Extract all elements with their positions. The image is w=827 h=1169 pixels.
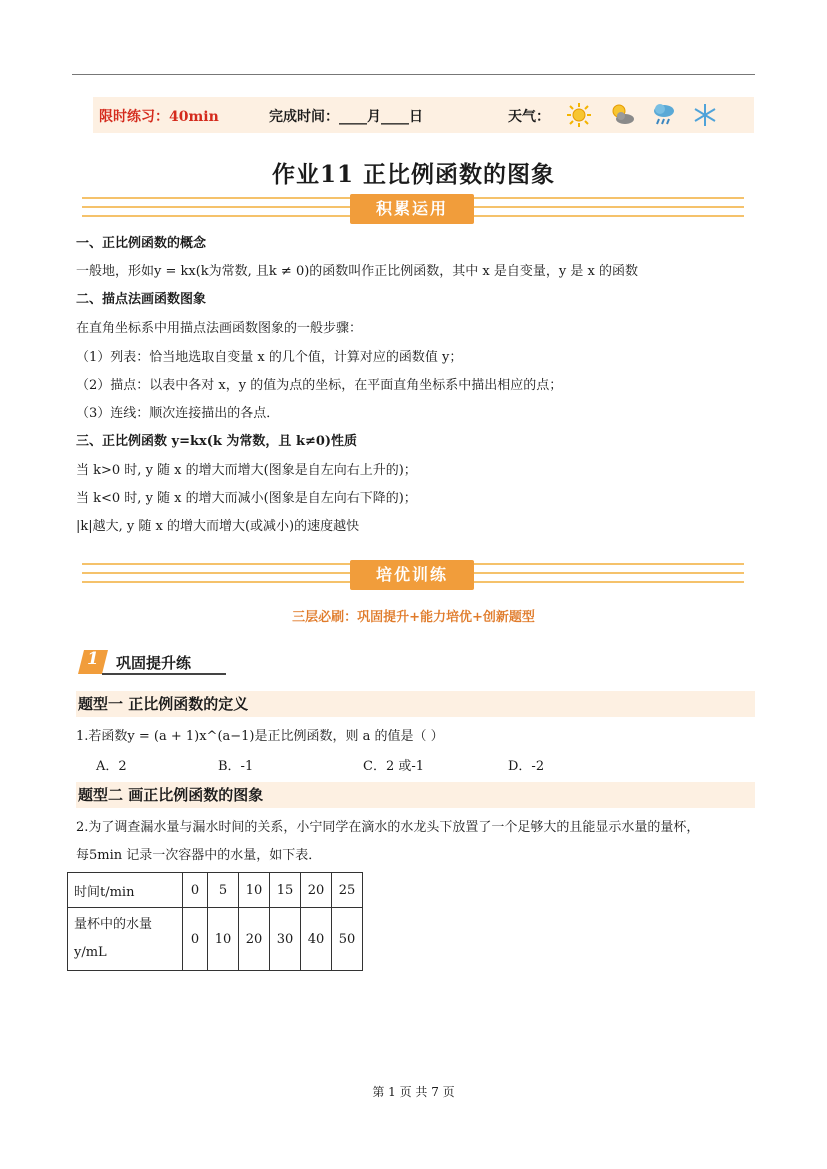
badge-text: 巩固提升练 — [116, 654, 192, 672]
heading-concept: 一、正比例函数的概念 — [76, 236, 207, 251]
data-table — [67, 872, 363, 971]
concept-text: 一般地，形如y = kx(k为常数, 且k ≠ 0)的函数叫作正比例函数，其中 x 是自变量，y 是 x 的函数 — [76, 264, 638, 279]
option-d: D．-2 — [508, 759, 545, 774]
table-cell: 20 — [301, 873, 332, 908]
property-negative-k: 当 k<0 时, y 随 x 的增大而减小(图象是自左向右下降的)； — [76, 491, 417, 506]
question-type-1: 题型一 正比例函数的定义 — [76, 691, 755, 717]
table-cell: 20 — [239, 908, 270, 971]
question-2-stem-line-2: 每5min 记录一次容器中的水量，如下表． — [76, 848, 322, 863]
table-cell: 40 — [301, 908, 332, 971]
table-row — [68, 908, 363, 971]
complete-time-label: 完成时间：____月____日 — [269, 109, 423, 125]
partly-cloudy-icon — [608, 101, 636, 129]
step-list: （1）列表：恰当地选取自变量 x 的几个值，计算对应的函数值 y； — [76, 350, 463, 365]
page-footer: 第 1 页 共 7 页 — [372, 1085, 455, 1099]
table-header-time: 时间t/min — [68, 873, 183, 908]
training-subtitle: 三层必刷：巩固提升+能力培优+创新题型 — [292, 610, 535, 625]
table-cell: 5 — [208, 873, 239, 908]
section-label-accumulate: 积累运用 — [350, 194, 474, 224]
table-cell: 0 — [183, 908, 208, 971]
option-a: A．2 — [96, 759, 127, 774]
table-header-water-line-1: 量杯中的水量 — [74, 917, 153, 932]
table-cell: 10 — [239, 873, 270, 908]
badge-number: 1 — [87, 649, 99, 669]
sunny-icon — [565, 101, 593, 129]
time-limit-label: 限时练习：40min — [99, 109, 219, 125]
table-header-water-line-2: y/mL — [74, 945, 107, 960]
question-1-stem: 1.若函数y = (a + 1)x^(a−1)是正比例函数，则 a 的值是（ ） — [76, 729, 444, 744]
level-badge — [78, 646, 228, 676]
option-b: B．-1 — [218, 759, 254, 774]
snowflake-icon — [691, 101, 719, 129]
table-cell: 50 — [332, 908, 363, 971]
table-cell: 25 — [332, 873, 363, 908]
heading-plotting: 二、描点法画函数图象 — [76, 292, 207, 307]
plotting-intro: 在直角坐标系中用描点法画函数图象的一般步骤： — [76, 321, 363, 336]
table-cell: 30 — [270, 908, 301, 971]
property-abs-k: |k|越大, y 随 x 的增大而增大(或减小)的速度越快 — [76, 519, 360, 534]
option-c: C．2 或-1 — [363, 759, 425, 774]
table-cell: 15 — [270, 873, 301, 908]
table-header-water — [68, 908, 183, 971]
heading-properties: 三、正比例函数 y=kx(k 为常数，且 k≠0)性质 — [76, 434, 358, 449]
question-type-2: 题型二 画正比例函数的图象 — [76, 782, 755, 808]
step-connect: （3）连线：顺次连接描出的各点． — [76, 406, 280, 421]
rain-cloud-icon — [650, 101, 678, 129]
weather-label: 天气： — [508, 109, 550, 125]
section-label-training: 培优训练 — [350, 560, 474, 590]
table-row — [68, 873, 363, 908]
question-2-stem-line-1: 2.为了调查漏水量与漏水时间的关系，小宁同学在滴水的水龙头下放置了一个足够大的且能显示水量的量杯， — [76, 820, 700, 835]
table-cell: 10 — [208, 908, 239, 971]
header-rule — [72, 74, 755, 75]
table-cell: 0 — [183, 873, 208, 908]
step-plot: （2）描点：以表中各对 x，y 的值为点的坐标，在平面直角坐标系中描出相应的点； — [76, 378, 563, 393]
page-title: 作业11 正比例函数的图象 — [271, 161, 555, 188]
property-positive-k: 当 k>0 时, y 随 x 的增大而增大(图象是自左向右上升的)； — [76, 463, 417, 478]
practice-banner — [93, 97, 754, 133]
